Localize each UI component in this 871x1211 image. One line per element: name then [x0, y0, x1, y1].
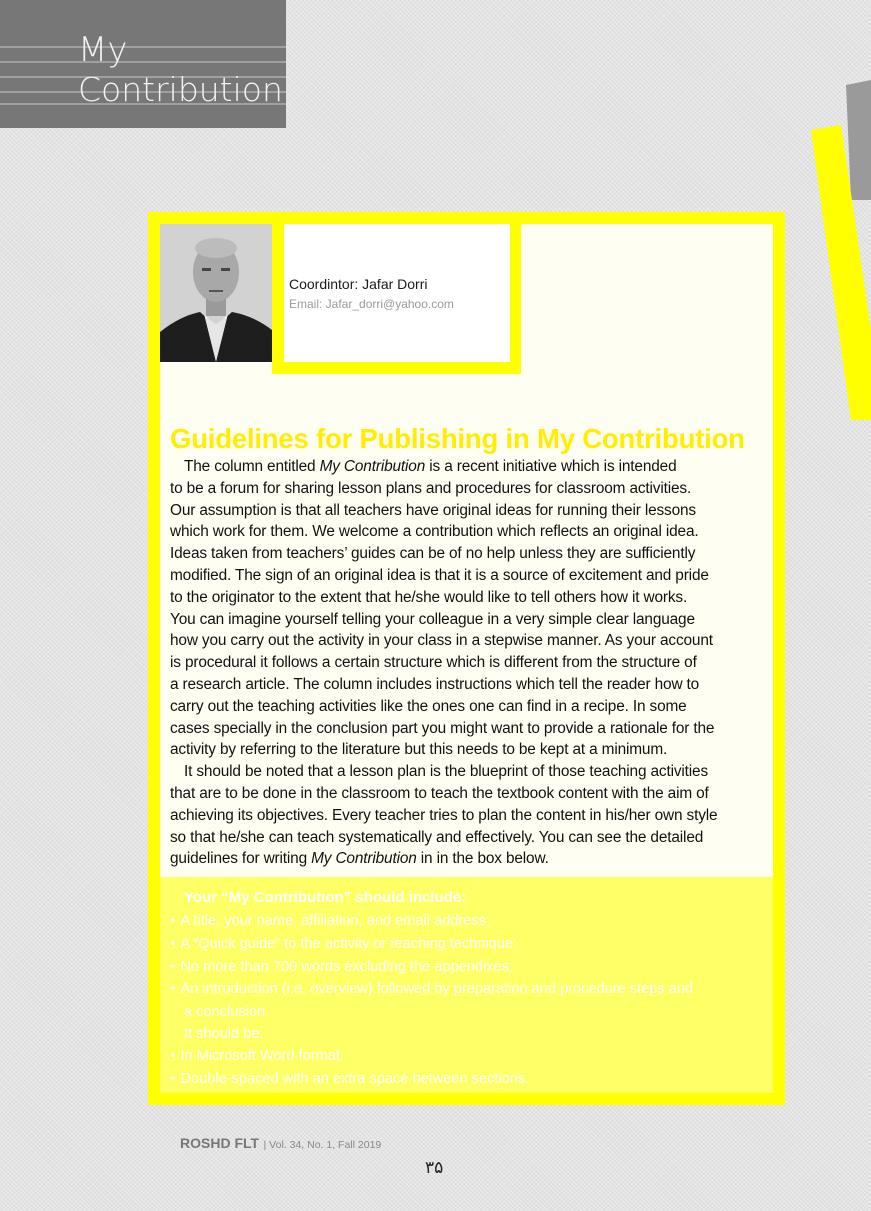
body-text-run: to be a forum for sharing lesson plans and procedures for classroom activities. [170, 479, 692, 497]
column-name-italic: My Contribution [319, 458, 426, 475]
body-line [170, 500, 770, 522]
body-text-run: activity by referring to the literature but this needs to be kept at a minimum. [170, 741, 668, 759]
body-line [170, 565, 770, 587]
body-text-run: It should be noted that a lesson plan is the blueprint of those teaching activities [184, 763, 709, 781]
body-line [170, 805, 770, 827]
body-line [170, 456, 770, 478]
column-name-italic: My Contribution [311, 850, 417, 868]
guideline-item: ● No more than 700 words excluding the appendixes; [170, 957, 770, 980]
body-text-run: The column entitled [184, 458, 320, 475]
guideline-item: ● A title, your name, affiliation, and email address; [170, 911, 770, 934]
body-text-run: Ideas taken from teachers’ guides can be of no help unless they are sufficiently [170, 545, 696, 563]
section-header [0, 0, 286, 128]
guideline-item: ● An introduction (i.e. overview) followed by preparation and procedure steps and [170, 979, 770, 1002]
coordinator-photo [160, 224, 272, 362]
guideline-item: It should be: [184, 1025, 264, 1042]
guidelines-title: Your “My Contribution” should include: [184, 889, 467, 906]
body-line [170, 543, 770, 565]
body-text-run: guidelines for writing [170, 850, 312, 868]
guideline-item: ● A “Quick guide” to the activity or teaching technique; [170, 934, 770, 957]
body-text-run: cases specially in the conclusion part you might want to provide a rationale for the [170, 719, 715, 737]
body-text-run: how you carry out the activity in your class in a stepwise manner. As your account [170, 632, 713, 650]
coordinator-card [284, 224, 510, 362]
body-text-run: in in the box below. [416, 850, 549, 868]
body-text-run: that are to be done in the classroom to teach the textbook content with the aim of [170, 784, 709, 802]
body-line [170, 718, 770, 740]
coordinator-email: Email: Jafar_dorri@yahoo.com [289, 297, 454, 311]
body-text-run: You can imagine yourself telling your colleague in a very simple clear language [170, 610, 695, 628]
body-text-run: Our assumption is that all teachers have original ideas for running their lessons [170, 501, 696, 519]
body-text-run: which work for them. We welcome a contribution which reflects an original idea. [170, 523, 699, 541]
journal-volume: | Vol. 34, No. 1, Fall 2019 [263, 1139, 382, 1151]
body-line [170, 783, 770, 805]
page-number: ۳۵ [425, 1158, 444, 1178]
body-text-run: carry out the teaching activities like the ones one can find in a recipe. In some [170, 697, 687, 715]
body-text-run: is procedural it follows a certain structure which is different from the structure of [170, 654, 697, 672]
body-line [170, 478, 770, 500]
body-line [170, 696, 770, 718]
page-footer [180, 1135, 381, 1153]
body-line [170, 587, 770, 609]
body-line [170, 848, 770, 870]
guideline-item: a conclusion. [184, 1004, 270, 1021]
body-line [170, 739, 770, 761]
guidelines-list [170, 911, 770, 1091]
body-text-run: modified. The sign of an original idea is that it is a source of excitement and pride [170, 566, 709, 584]
decorative-stripe [811, 80, 871, 420]
body-text-run: to the originator to the extent that he/she would like to tell others how it works. [170, 588, 688, 606]
body-text-run: is a recent initiative which is intended [425, 458, 677, 475]
journal-brand: ROSHD FLT [180, 1135, 260, 1151]
body-text-run: achieving its objectives. Every teacher tries to plan the content in his/her own style [170, 806, 718, 824]
header-title-line2: Contribution [78, 70, 283, 109]
header-title-line1: My [78, 30, 128, 70]
body-line [170, 652, 770, 674]
body-line [170, 761, 770, 783]
body-text-run: a research article. The column includes instructions which tell the reader how to [170, 675, 700, 693]
guideline-item: ● Double-spaced with an extra space between sections. [170, 1069, 770, 1092]
body-text-run: so that he/she can teach systematically and effectively. You can see the detailed [170, 828, 704, 846]
body-line [170, 674, 770, 696]
coordinator-name: Coordintor: Jafar Dorri [289, 276, 428, 292]
body-line [170, 609, 770, 631]
body-line [170, 827, 770, 849]
guideline-item: ● In Microsoft Word format; [170, 1046, 770, 1069]
body-line [170, 521, 770, 543]
article-title: Guidelines for Publishing in My Contribution [170, 423, 745, 454]
article-body [170, 456, 770, 870]
body-line [170, 630, 770, 652]
